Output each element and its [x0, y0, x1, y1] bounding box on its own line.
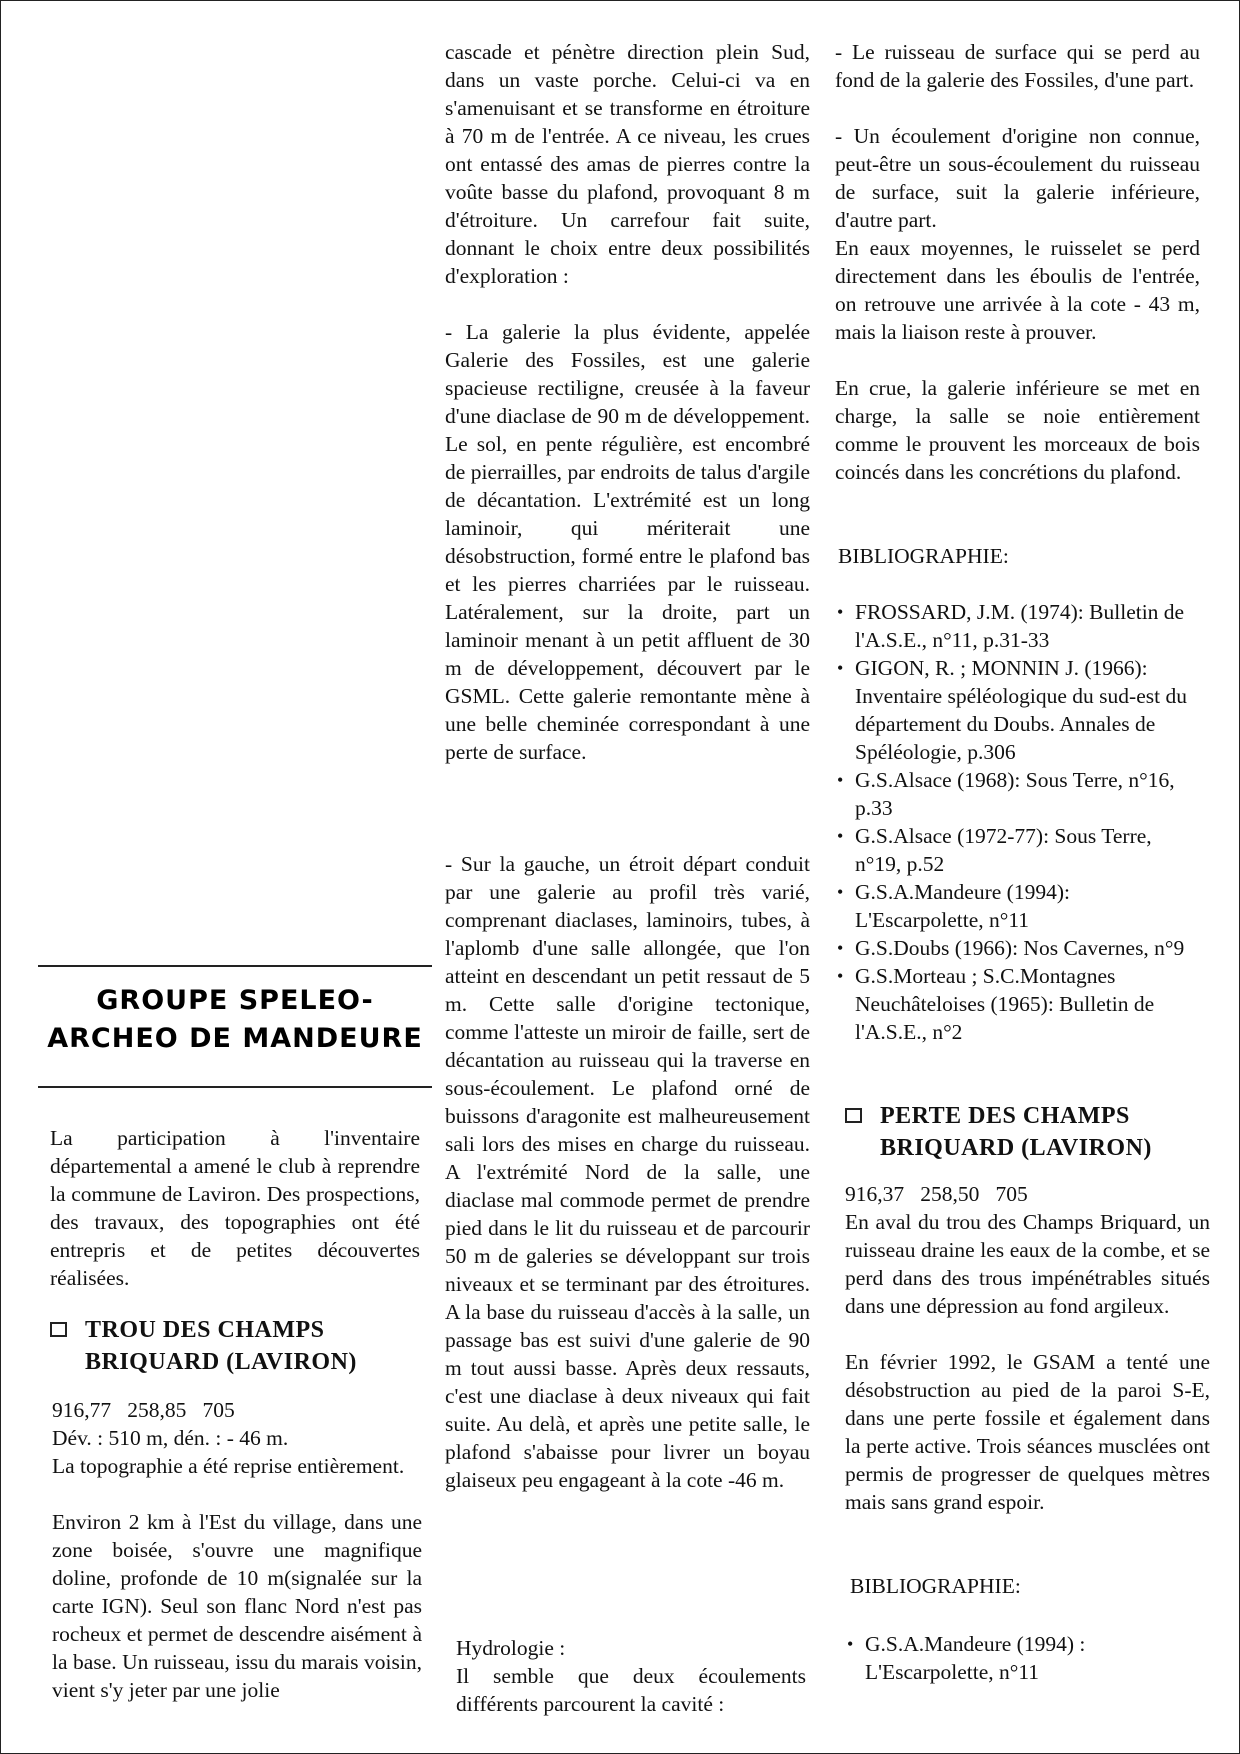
coordinates: 916,77 258,85 705: [52, 1398, 235, 1422]
club-title-rule-bottom: [38, 1086, 432, 1088]
section-title-line-1: TROU DES CHAMPS: [85, 1317, 325, 1343]
section-heading-trou: [50, 1314, 430, 1378]
bibliography-item: • G.S.Alsace (1968): Sous Terre, n°16, p.33: [837, 768, 1175, 820]
bibliography-list-2: [845, 1630, 1205, 1686]
intro-paragraph: La participation à l'inventaire départemental a amené le club à reprendre la commune de Laviron. Des prospections, des travaux, des topographies ont été entrepris et de petites découvertes réalisées.: [50, 1126, 420, 1290]
perte-desobstruction: En février 1992, le GSAM a tenté une désobstruction au pied de la paroi S-E, dans une perte fossile et également dans la perte active. Trois séances musclées ont permis de progresser de quelques mètres mais sans grand espoir.: [845, 1350, 1210, 1514]
bullet-icon: •: [837, 966, 844, 986]
hydrology-point-1: - Le ruisseau de surface qui se perd au fond de la galerie des Fossiles, d'une part.: [835, 40, 1200, 92]
bibliography-title-1: BIBLIOGRAPHIE:: [838, 544, 1009, 568]
bibliography-item: • G.S.Doubs (1966): Nos Cavernes, n°9: [837, 936, 1185, 960]
hydrology-text: Il semble que deux écoulements différents parcourent la cavité :: [456, 1664, 806, 1716]
club-title-line-1: GROUPE SPELEO-: [96, 985, 374, 1016]
bullet-icon: •: [837, 882, 844, 902]
section-title-line-2: BRIQUARD (LAVIRON): [85, 1349, 357, 1375]
eaux-moyennes-paragraph: En eaux moyennes, le ruisselet se perd directement dans les éboulis de l'entrée, on retrouve une arrivée à la cote - 43 m, mais la liaison reste à prouver.: [835, 236, 1200, 344]
description-continued: cascade et pénètre direction plein Sud, dans un vaste porche. Celui-ci va en s'amenuisant et se transforme en étroiture à 70 m de l'entrée. A ce niveau, les crues ont entassé des amas de pierres contre la voûte basse du plafond, provoquant 8 m d'étroiture. Un carrefour fait suite, donnant le choix entre deux possibilités d'exploration :: [445, 40, 810, 288]
hydrology-title: Hydrologie :: [456, 1636, 566, 1660]
section-heading-perte: [845, 1100, 1205, 1164]
bibliography-list-1: [835, 598, 1200, 1046]
perte-description: En aval du trou des Champs Briquard, un ruisseau draine les eaux de la combe, et se perd dans des trous impénétrables situés dans une dépression au fond argileux.: [845, 1210, 1210, 1318]
section-title-line-1: PERTE DES CHAMPS: [880, 1103, 1130, 1129]
club-title-line-2: ARCHEO DE MANDEURE: [47, 1023, 423, 1054]
section-title-line-2: BRIQUARD (LAVIRON): [880, 1135, 1152, 1161]
sur-la-gauche-paragraph: - Sur la gauche, un étroit départ conduit par une galerie au profil très varié, comprenant diaclases, laminoirs, tubes, à l'aplomb d'une salle allongée, que l'on atteint en descendant un petit ressaut de 5 m. Cette salle d'origine tectonique, comme l'atteste un miroir de faille, sert de décantation au ruisseau qui la traverse en sous-écoulement. Le plafond orné de buissons d'aragonite est malheureusement sali lors des mises en charge du ruisseau. A l'extrémité Nord de la salle, une diaclase mal commode permet de prendre pied dans le lit du ruisseau et de parcourir 50 m de galeries se développant sur trois niveaux et se terminant par des étroitures. A la base du ruisseau d'accès à la salle, un passage bas est suivi d'une galerie de 90 m tout aussi basse. Après deux ressauts, c'est une diaclase à deux niveaux qui fait suite. Au delà, et après une petite salle, le plafond s'abaisse pour livrer un boyau glaiseux peu engageant à la cote -46 m.: [445, 852, 810, 1492]
development-depth: Dév. : 510 m, dén. : - 46 m.: [52, 1426, 289, 1450]
bullet-icon: •: [837, 602, 844, 622]
bibliography-item: • G.S.A.Mandeure (1994): L'Escarpolette, n°11: [837, 880, 1070, 932]
bullet-icon: •: [837, 826, 844, 846]
bibliography-item: • G.S.Morteau ; S.C.Montagnes Neuchâteloises (1965): Bulletin de l'A.S.E., n°2: [837, 964, 1155, 1044]
description-paragraph: Environ 2 km à l'Est du village, dans une zone boisée, s'ouvre une magnifique doline, profonde de 10 m(signalée sur la carte IGN). Seul son flanc Nord n'est pas rocheux et permet de descendre aisément à la base. Un ruisseau, issu du marais voisin, vient s'y jeter par une jolie: [52, 1510, 422, 1702]
coordinates: 916,37 258,50 705: [845, 1182, 1028, 1206]
bibliography-item: • G.S.A.Mandeure (1994) : L'Escarpolette, n°11: [847, 1632, 1086, 1684]
bullet-icon: •: [837, 938, 844, 958]
bibliography-item: • FROSSARD, J.M. (1974): Bulletin de l'A.S.E., n°11, p.31-33: [837, 600, 1185, 652]
hydrology-point-2: - Un écoulement d'origine non connue, peut-être un sous-écoulement du ruisseau de surface, suit la galerie inférieure, d'autre part.: [835, 124, 1200, 232]
topography-note: La topographie a été reprise entièrement.: [52, 1454, 405, 1478]
bibliography-item: • GIGON, R. ; MONNIN J. (1966): Inventaire spéléologique du sud-est du département du Doubs. Annales de Spéléologie, p.306: [837, 656, 1187, 764]
bullet-icon: •: [847, 1634, 854, 1654]
club-title-rule-top: [38, 965, 432, 967]
checkbox-bullet-icon: [845, 1108, 862, 1123]
bibliography-title-2: BIBLIOGRAPHIE:: [850, 1574, 1021, 1598]
bullet-icon: •: [837, 770, 844, 790]
club-title: [38, 982, 432, 1058]
en-crue-paragraph: En crue, la galerie inférieure se met en charge, la salle se noie entièrement comme le prouvent les morceaux de bois coincés dans les concrétions du plafond.: [835, 376, 1200, 484]
bibliography-item: • G.S.Alsace (1972-77): Sous Terre, n°19, p.52: [837, 824, 1152, 876]
bullet-icon: •: [837, 658, 844, 678]
checkbox-bullet-icon: [50, 1322, 67, 1337]
galerie-fossiles-paragraph: - La galerie la plus évidente, appelée Galerie des Fossiles, est une galerie spacieuse rectiligne, creusée à la faveur d'une diaclase de 90 m de développement. Le sol, en pente régulière, est encombré de pierrailles, par endroits de talus d'argile de décantation. L'extrémité est un long laminoir, qui mériterait une désobstruction, formé entre le plafond bas et les pierres charriées par le ruisseau. Latéralement, sur la droite, part un laminoir menant à un petit affluent de 30 m de développement, découvert par le GSML. Cette galerie remontante mène à une belle cheminée correspondant à une perte de surface.: [445, 320, 810, 764]
